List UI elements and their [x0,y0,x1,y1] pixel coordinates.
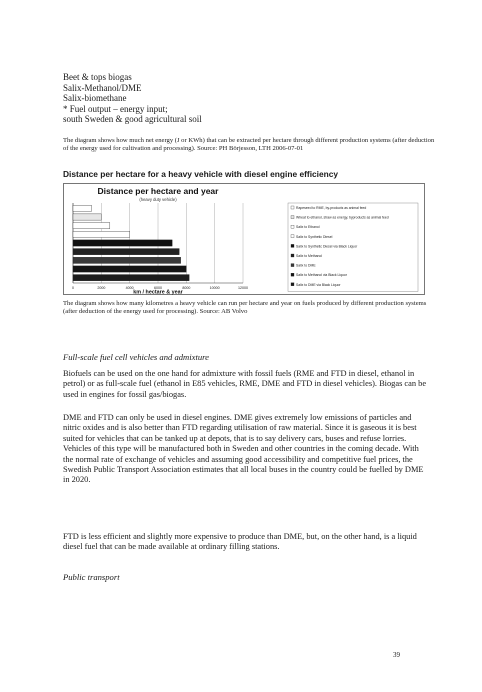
chart-bar [73,205,91,211]
chart-bar [73,266,186,272]
distance-chart [63,183,425,295]
legend-label: Salix to Methanol [296,254,323,258]
chart-bar [73,214,101,220]
legend-swatch [291,254,294,257]
x-tick-label: 8000 [182,286,191,290]
legend-swatch [291,206,294,209]
section-heading: Distance per hectare for a heavy vehicle with diesel engine efficiency [63,169,339,179]
legend-label: Salix to Methanol via Black Liquor [296,273,347,278]
chart-bar [73,223,110,229]
chart-bar [73,275,189,281]
legend-swatch [291,273,294,276]
legend-label: Rapeseed to RME, by-products as animal feed [296,206,367,210]
legend-label: Salix to Synthetic Diesel [296,234,333,239]
legend-label: Wheat to ethanol, straw as energy, byproducts as animal feed [296,215,389,220]
energy-diagram-caption: The diagram shows how much net energy (J or KWh) that can be extracted per hectare through different production systems (after deduction of the energy used for cultivation and processing). Source: PH Börjesson, LTH 2006-07-01 [63,137,435,152]
chart-bar [73,240,172,246]
section-title: Public transport [63,572,120,582]
legend-swatch [291,216,294,219]
page-number: 39 [393,651,400,659]
chart-subtitle: (heavy duty vehicle) [139,197,177,202]
legend-label: Salix to Ethanol [296,225,320,230]
legend-swatch [291,225,294,228]
list-item: south Sweden & good agricultural soil [63,114,202,125]
list-item: * Fuel output – energy input; [63,103,168,114]
x-tick-label: 4000 [125,286,134,290]
paragraph: Biofuels can be used on the one hand for admixture with fossil fuels (RME and FTD in diesel, ethanol in petrol) or as full-scale fuel (ethanol in E85 vehicles, RME, DME and FTD in diesel vehicles). Biogas can be used in engines for fossil gas/biogas. [63,369,427,399]
energy-list [63,72,202,125]
chart-bar [73,249,179,255]
x-tick-label: 6000 [154,286,162,290]
distance-chart-figure [63,183,425,295]
legend-swatch [291,283,294,286]
x-tick-label: 2000 [97,286,106,290]
distance-chart-caption: The diagram shows how many kilometres a heavy vehicle can run per hectare and year on fuels produced by different production systems (after deduction of the energy used for processing). Source: AB Volvo [63,300,427,315]
legend-label: Salix to Synthetic Diesel via Black Liquor [296,244,358,249]
x-tick-label: 12000 [238,286,248,290]
legend-label: Salix to DME [296,263,316,268]
chart-bar [73,231,130,237]
chart-title: Distance per hectare and year [97,186,219,196]
paragraph: DME and FTD can only be used in diesel engines. DME gives extremely low emissions of particles and nitric oxides and is also better than FTD regarding utilisation of raw material. Since it is gaseous it is best suited for vehicles that can be tanked up at depots, that is to say delivery cars, buses and refuse lorries. Vehicles of this type will be manufactured both in Sweden and other countries in the coming decade. With the normal rate of exchange of vehicles and assuming good accessibility and competitive fuel prices, the Swedish Public Transport Association estimates that all local buses in the country could be fuelled by DME in 2020. [63,413,424,485]
list-item: Salix-Methanol/DME [63,82,142,93]
list-item: Beet & tops biogas [63,72,132,82]
legend-swatch [291,264,294,267]
x-axis-label: km / hectare & year [133,289,183,295]
legend-swatch [291,244,294,247]
legend-swatch [291,235,294,238]
section-title: Full-scale fuel cell vehicles and admixture [63,352,209,362]
x-tick-label: 0 [72,286,74,290]
legend-label: Salix to DME via Black Liquor [296,282,341,287]
list-item: Salix-biomethane [63,93,127,104]
paragraph: FTD is less efficient and slightly more expensive to produce than DME, but, on the other hand, is a liquid diesel fuel that can be made available at ordinary filling stations. [63,532,417,552]
x-tick-label: 10000 [209,286,220,290]
chart-bar [73,257,181,263]
